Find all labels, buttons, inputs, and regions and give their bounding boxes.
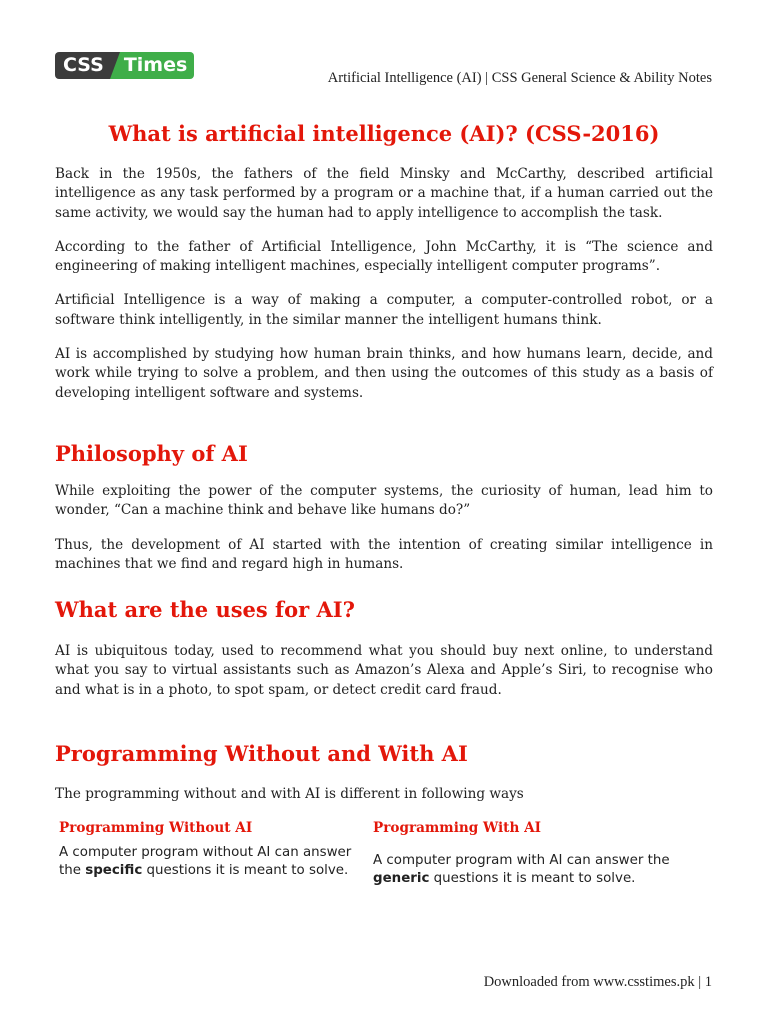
programming-paragraph: The programming without and with AI is different in following ways bbox=[55, 786, 524, 803]
without-ai-description bbox=[55, 844, 369, 879]
intro-paragraph-3: Artificial Intelligence is a way of making a computer, a computer-controlled robot, or a software think intelligently, in the similar manner the intelligent humans think. bbox=[55, 292, 713, 328]
page-footer: Downloaded from www.csstimes.pk | 1 bbox=[483, 974, 712, 990]
uses-heading: What are the uses for AI? bbox=[55, 597, 355, 623]
comparison-column-without-ai bbox=[55, 818, 369, 887]
document-body bbox=[55, 118, 713, 804]
with-ai-heading: Programming With AI bbox=[373, 820, 541, 836]
without-ai-heading: Programming Without AI bbox=[59, 820, 253, 836]
programming-heading: Programming Without and With AI bbox=[55, 741, 468, 767]
with-ai-description bbox=[369, 852, 683, 887]
page-header: Artificial Intelligence (AI) | CSS General Science & Ability Notes bbox=[327, 70, 712, 86]
with-ai-emphasis: generic bbox=[373, 870, 430, 886]
logo-times-text: Times bbox=[120, 52, 194, 79]
philosophy-paragraph-2: Thus, the development of AI started with the intention of creating similar intelligence in machines that we find and regard high in humans. bbox=[55, 536, 713, 572]
comparison-column-with-ai bbox=[369, 818, 683, 887]
comparison-table bbox=[55, 818, 695, 887]
logo-css-text: CSS bbox=[55, 52, 110, 79]
without-ai-emphasis: specific bbox=[85, 862, 143, 878]
without-ai-text-end: questions it is meant to solve. bbox=[142, 862, 349, 878]
with-ai-text-end: questions it is meant to solve. bbox=[429, 870, 636, 886]
csstimes-logo bbox=[55, 52, 194, 79]
intro-paragraph-4: AI is accomplished by studying how human brain thinks, and how humans learn, decide, and work while trying to solve a problem, and then using the outcomes of this study as a basis of developing intelligent software and systems. bbox=[55, 346, 713, 401]
uses-paragraph: AI is ubiquitous today, used to recommend what you should buy next online, to understand what you say to virtual assistants such as Amazon’s Alexa and Apple’s Siri, to recognise who and what is in a photo, to spot spam, or detect credit card fraud. bbox=[55, 643, 713, 698]
intro-paragraph-1: Back in the 1950s, the fathers of the field Minsky and McCarthy, described artificial intelligence as any task performed by a program or a machine that, if a human carried out the same activity, we would say the human had to apply intelligence to accomplish the task. bbox=[55, 166, 713, 221]
logo-slash-shape bbox=[110, 52, 120, 79]
philosophy-paragraph-1: While exploiting the power of the computer systems, the curiosity of human, lead him to wonder, “Can a machine think and behave like humans do?” bbox=[55, 482, 713, 519]
intro-paragraph-2: According to the father of Artificial Intelligence, John McCarthy, it is “The science and engineering of making intelligent machines, especially intelligent computer programs”. bbox=[55, 238, 713, 275]
page-title: What is artificial intelligence (AI)? (CSS-2016) bbox=[108, 121, 660, 146]
with-ai-text-start: A computer program with AI can answer the bbox=[373, 853, 670, 868]
philosophy-heading: Philosophy of AI bbox=[55, 440, 248, 466]
without-ai-text-start: A computer program without AI can answer the bbox=[59, 845, 352, 878]
